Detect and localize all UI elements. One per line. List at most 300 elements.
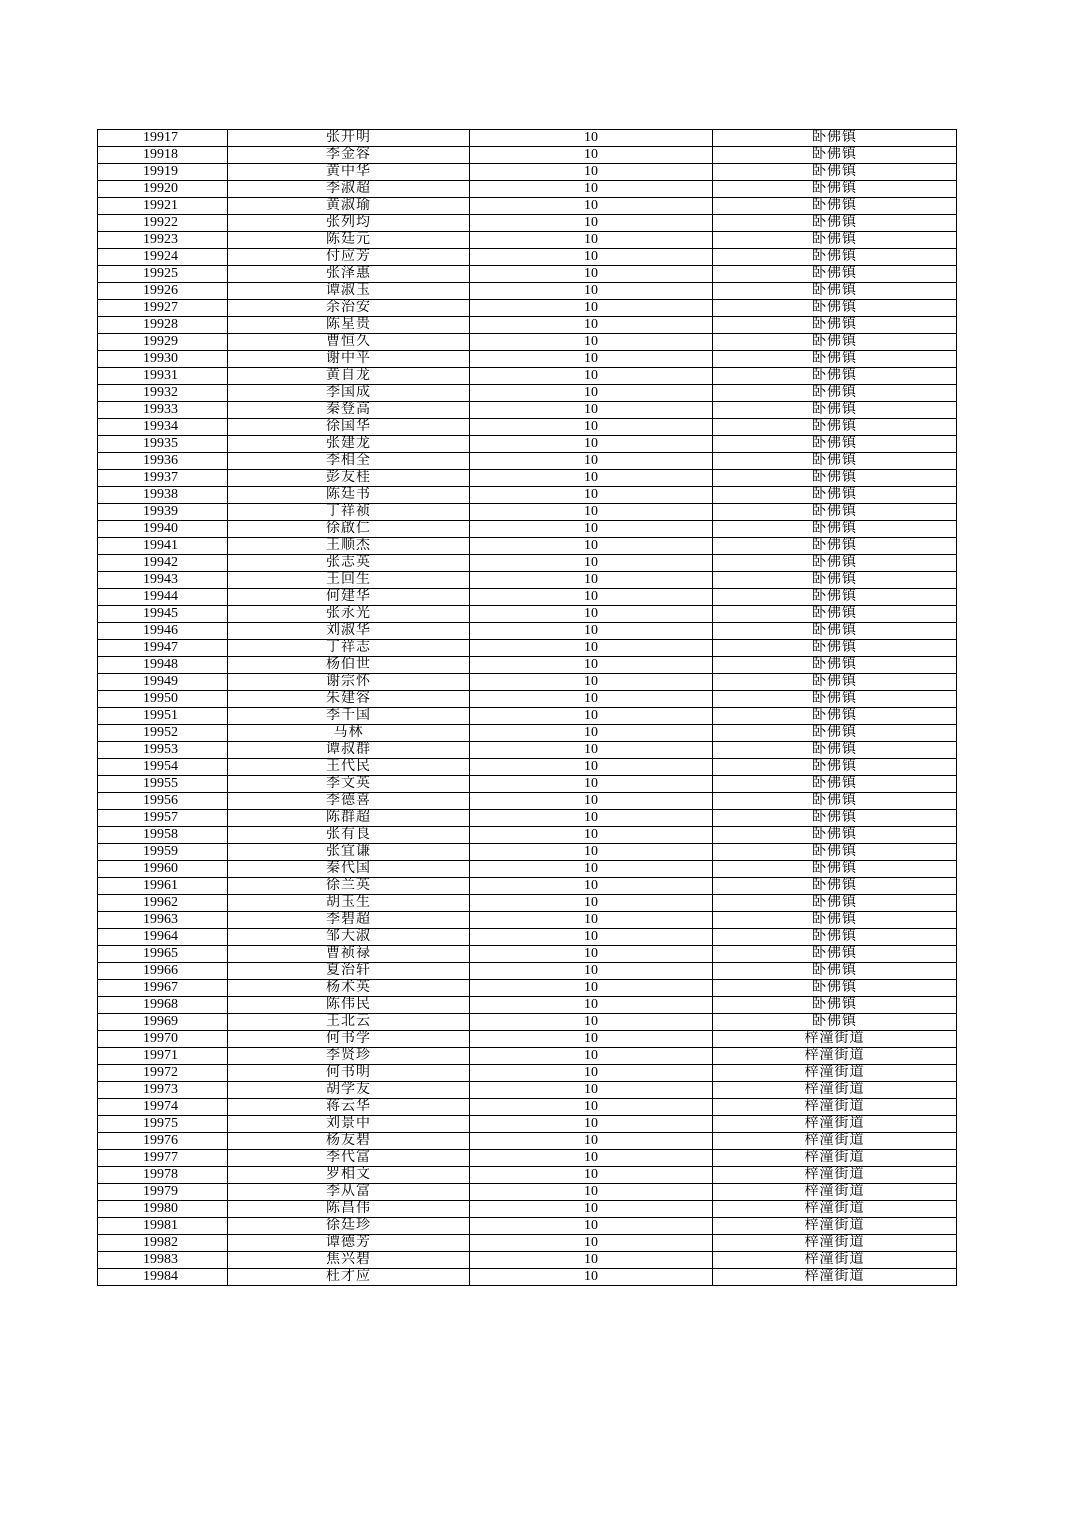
amount-cell: 10 [470,742,713,759]
table-row [98,385,957,402]
name-cell: 王北云 [228,1014,470,1031]
row-number-cell: 19963 [98,912,228,929]
row-number-cell: 19954 [98,759,228,776]
table-row [98,725,957,742]
row-number-cell: 19937 [98,470,228,487]
table-row [98,793,957,810]
table-row [98,453,957,470]
row-number-cell: 19941 [98,538,228,555]
name-cell: 王顺杰 [228,538,470,555]
name-cell: 徐廷珍 [228,1218,470,1235]
name-cell: 邹大淑 [228,929,470,946]
table-body [98,130,957,1286]
row-number-cell: 19945 [98,606,228,623]
name-cell: 谭德芳 [228,1235,470,1252]
town-cell: 卧佛镇 [713,164,957,181]
table-row [98,1167,957,1184]
name-cell: 张列均 [228,215,470,232]
data-table [97,129,957,1286]
amount-cell: 10 [470,436,713,453]
town-cell: 卧佛镇 [713,929,957,946]
row-number-cell: 19927 [98,300,228,317]
amount-cell: 10 [470,1116,713,1133]
name-cell: 陈廷元 [228,232,470,249]
name-cell: 李从富 [228,1184,470,1201]
amount-cell: 10 [470,793,713,810]
amount-cell: 10 [470,249,713,266]
amount-cell: 10 [470,1184,713,1201]
name-cell: 杨术英 [228,980,470,997]
name-cell: 曹祯禄 [228,946,470,963]
row-number-cell: 19951 [98,708,228,725]
amount-cell: 10 [470,725,713,742]
amount-cell: 10 [470,453,713,470]
table-row [98,317,957,334]
town-cell: 梓潼街道 [713,1201,957,1218]
town-cell: 卧佛镇 [713,572,957,589]
amount-cell: 10 [470,266,713,283]
name-cell: 胡玉生 [228,895,470,912]
amount-cell: 10 [470,980,713,997]
table-row [98,963,957,980]
name-cell: 余治安 [228,300,470,317]
name-cell: 陈群超 [228,810,470,827]
row-number-cell: 19923 [98,232,228,249]
row-number-cell: 19928 [98,317,228,334]
name-cell: 杨友碧 [228,1133,470,1150]
amount-cell: 10 [470,1252,713,1269]
row-number-cell: 19980 [98,1201,228,1218]
row-number-cell: 19942 [98,555,228,572]
row-number-cell: 19917 [98,130,228,147]
row-number-cell: 19970 [98,1031,228,1048]
row-number-cell: 19922 [98,215,228,232]
amount-cell: 10 [470,1099,713,1116]
town-cell: 卧佛镇 [713,946,957,963]
amount-cell: 10 [470,1218,713,1235]
amount-cell: 10 [470,912,713,929]
town-cell: 卧佛镇 [713,436,957,453]
town-cell: 卧佛镇 [713,538,957,555]
amount-cell: 10 [470,147,713,164]
row-number-cell: 19933 [98,402,228,419]
amount-cell: 10 [470,1133,713,1150]
table-row [98,742,957,759]
row-number-cell: 19919 [98,164,228,181]
amount-cell: 10 [470,283,713,300]
row-number-cell: 19961 [98,878,228,895]
town-cell: 卧佛镇 [713,130,957,147]
amount-cell: 10 [470,997,713,1014]
town-cell: 卧佛镇 [713,470,957,487]
table-row [98,1235,957,1252]
row-number-cell: 19934 [98,419,228,436]
name-cell: 李淑超 [228,181,470,198]
row-number-cell: 19984 [98,1269,228,1286]
row-number-cell: 19948 [98,657,228,674]
town-cell: 卧佛镇 [713,674,957,691]
amount-cell: 10 [470,419,713,436]
table-row [98,929,957,946]
town-cell: 卧佛镇 [713,623,957,640]
name-cell: 杜才应 [228,1269,470,1286]
amount-cell: 10 [470,572,713,589]
table-row [98,215,957,232]
table-row [98,181,957,198]
amount-cell: 10 [470,334,713,351]
row-number-cell: 19938 [98,487,228,504]
town-cell: 卧佛镇 [713,504,957,521]
name-cell: 夏治轩 [228,963,470,980]
town-cell: 卧佛镇 [713,776,957,793]
amount-cell: 10 [470,521,713,538]
name-cell: 陈伟民 [228,997,470,1014]
town-cell: 卧佛镇 [713,810,957,827]
table-row [98,1048,957,1065]
row-number-cell: 19950 [98,691,228,708]
table-row [98,623,957,640]
row-number-cell: 19974 [98,1099,228,1116]
town-cell: 梓潼街道 [713,1184,957,1201]
town-cell: 卧佛镇 [713,198,957,215]
name-cell: 胡学友 [228,1082,470,1099]
town-cell: 卧佛镇 [713,317,957,334]
row-number-cell: 19971 [98,1048,228,1065]
table-row [98,810,957,827]
town-cell: 梓潼街道 [713,1099,957,1116]
amount-cell: 10 [470,1048,713,1065]
town-cell: 梓潼街道 [713,1065,957,1082]
amount-cell: 10 [470,1065,713,1082]
town-cell: 卧佛镇 [713,249,957,266]
amount-cell: 10 [470,674,713,691]
name-cell: 李碧超 [228,912,470,929]
amount-cell: 10 [470,385,713,402]
row-number-cell: 19973 [98,1082,228,1099]
name-cell: 李金容 [228,147,470,164]
table-row [98,1014,957,1031]
amount-cell: 10 [470,181,713,198]
town-cell: 卧佛镇 [713,334,957,351]
town-cell: 卧佛镇 [713,385,957,402]
table-row [98,266,957,283]
table-row [98,487,957,504]
row-number-cell: 19958 [98,827,228,844]
name-cell: 曹恒久 [228,334,470,351]
amount-cell: 10 [470,470,713,487]
row-number-cell: 19982 [98,1235,228,1252]
name-cell: 朱建容 [228,691,470,708]
row-number-cell: 19947 [98,640,228,657]
town-cell: 卧佛镇 [713,725,957,742]
name-cell: 黄中华 [228,164,470,181]
amount-cell: 10 [470,691,713,708]
row-number-cell: 19975 [98,1116,228,1133]
name-cell: 李代富 [228,1150,470,1167]
row-number-cell: 19935 [98,436,228,453]
table-row [98,589,957,606]
town-cell: 卧佛镇 [713,589,957,606]
name-cell: 彭友桂 [228,470,470,487]
table-row [98,249,957,266]
town-cell: 卧佛镇 [713,147,957,164]
name-cell: 王回生 [228,572,470,589]
row-number-cell: 19978 [98,1167,228,1184]
name-cell: 徐兰英 [228,878,470,895]
town-cell: 梓潼街道 [713,1235,957,1252]
town-cell: 卧佛镇 [713,215,957,232]
table-row [98,1150,957,1167]
town-cell: 梓潼街道 [713,1116,957,1133]
table-row [98,1099,957,1116]
town-cell: 卧佛镇 [713,555,957,572]
row-number-cell: 19962 [98,895,228,912]
table-row [98,232,957,249]
row-number-cell: 19965 [98,946,228,963]
name-cell: 李贤珍 [228,1048,470,1065]
amount-cell: 10 [470,402,713,419]
table-row [98,1218,957,1235]
name-cell: 王代民 [228,759,470,776]
table-row [98,980,957,997]
name-cell: 张建龙 [228,436,470,453]
town-cell: 卧佛镇 [713,827,957,844]
row-number-cell: 19964 [98,929,228,946]
row-number-cell: 19981 [98,1218,228,1235]
name-cell: 李德喜 [228,793,470,810]
row-number-cell: 19976 [98,1133,228,1150]
amount-cell: 10 [470,844,713,861]
town-cell: 卧佛镇 [713,300,957,317]
name-cell: 罗相文 [228,1167,470,1184]
town-cell: 卧佛镇 [713,895,957,912]
name-cell: 黄淑瑜 [228,198,470,215]
row-number-cell: 19979 [98,1184,228,1201]
town-cell: 卧佛镇 [713,742,957,759]
name-cell: 谭叔群 [228,742,470,759]
amount-cell: 10 [470,810,713,827]
town-cell: 卧佛镇 [713,793,957,810]
amount-cell: 10 [470,504,713,521]
table-row [98,691,957,708]
table-row [98,504,957,521]
table-row [98,436,957,453]
amount-cell: 10 [470,1031,713,1048]
amount-cell: 10 [470,861,713,878]
table-row [98,1065,957,1082]
town-cell: 卧佛镇 [713,691,957,708]
row-number-cell: 19969 [98,1014,228,1031]
town-cell: 卧佛镇 [713,759,957,776]
name-cell: 陈廷书 [228,487,470,504]
name-cell: 张志英 [228,555,470,572]
row-number-cell: 19924 [98,249,228,266]
row-number-cell: 19955 [98,776,228,793]
name-cell: 秦登高 [228,402,470,419]
name-cell: 秦代国 [228,861,470,878]
table-row [98,555,957,572]
row-number-cell: 19931 [98,368,228,385]
row-number-cell: 19932 [98,385,228,402]
town-cell: 卧佛镇 [713,878,957,895]
table-row [98,1201,957,1218]
table-row [98,419,957,436]
amount-cell: 10 [470,232,713,249]
row-number-cell: 19936 [98,453,228,470]
amount-cell: 10 [470,487,713,504]
town-cell: 梓潼街道 [713,1031,957,1048]
town-cell: 卧佛镇 [713,181,957,198]
name-cell: 何建华 [228,589,470,606]
table-row [98,946,957,963]
table-row [98,1031,957,1048]
table-row [98,572,957,589]
table-row [98,657,957,674]
table-row [98,283,957,300]
row-number-cell: 19944 [98,589,228,606]
town-cell: 卧佛镇 [713,402,957,419]
town-cell: 梓潼街道 [713,1048,957,1065]
name-cell: 张永光 [228,606,470,623]
town-cell: 梓潼街道 [713,1167,957,1184]
town-cell: 卧佛镇 [713,266,957,283]
name-cell: 焦兴碧 [228,1252,470,1269]
row-number-cell: 19926 [98,283,228,300]
town-cell: 卧佛镇 [713,963,957,980]
amount-cell: 10 [470,1167,713,1184]
name-cell: 徐国华 [228,419,470,436]
amount-cell: 10 [470,776,713,793]
town-cell: 卧佛镇 [713,1014,957,1031]
town-cell: 卧佛镇 [713,521,957,538]
town-cell: 卧佛镇 [713,657,957,674]
table-row [98,198,957,215]
table-row [98,130,957,147]
town-cell: 卧佛镇 [713,283,957,300]
table-row [98,1252,957,1269]
name-cell: 何书学 [228,1031,470,1048]
row-number-cell: 19940 [98,521,228,538]
town-cell: 卧佛镇 [713,980,957,997]
table-row [98,368,957,385]
town-cell: 卧佛镇 [713,419,957,436]
name-cell: 陈昌伟 [228,1201,470,1218]
town-cell: 梓潼街道 [713,1133,957,1150]
name-cell: 谢中平 [228,351,470,368]
name-cell: 陈星贵 [228,317,470,334]
name-cell: 马林 [228,725,470,742]
town-cell: 卧佛镇 [713,453,957,470]
name-cell: 李相全 [228,453,470,470]
amount-cell: 10 [470,538,713,555]
table-row [98,334,957,351]
amount-cell: 10 [470,878,713,895]
table-row [98,300,957,317]
town-cell: 卧佛镇 [713,368,957,385]
town-cell: 梓潼街道 [713,1150,957,1167]
amount-cell: 10 [470,215,713,232]
amount-cell: 10 [470,963,713,980]
town-cell: 卧佛镇 [713,232,957,249]
amount-cell: 10 [470,759,713,776]
amount-cell: 10 [470,623,713,640]
row-number-cell: 19966 [98,963,228,980]
town-cell: 卧佛镇 [713,844,957,861]
row-number-cell: 19968 [98,997,228,1014]
amount-cell: 10 [470,657,713,674]
amount-cell: 10 [470,368,713,385]
amount-cell: 10 [470,606,713,623]
amount-cell: 10 [470,1201,713,1218]
town-cell: 卧佛镇 [713,351,957,368]
amount-cell: 10 [470,1235,713,1252]
table-row [98,640,957,657]
row-number-cell: 19959 [98,844,228,861]
row-number-cell: 19943 [98,572,228,589]
table-row [98,1082,957,1099]
name-cell: 谭淑玉 [228,283,470,300]
amount-cell: 10 [470,555,713,572]
name-cell: 丁祥祯 [228,504,470,521]
amount-cell: 10 [470,1014,713,1031]
amount-cell: 10 [470,130,713,147]
table-row [98,878,957,895]
town-cell: 卧佛镇 [713,912,957,929]
town-cell: 卧佛镇 [713,487,957,504]
row-number-cell: 19929 [98,334,228,351]
town-cell: 卧佛镇 [713,861,957,878]
amount-cell: 10 [470,351,713,368]
row-number-cell: 19939 [98,504,228,521]
row-number-cell: 19930 [98,351,228,368]
amount-cell: 10 [470,640,713,657]
name-cell: 付应芳 [228,249,470,266]
table-row [98,351,957,368]
table-row [98,674,957,691]
row-number-cell: 19967 [98,980,228,997]
name-cell: 丁祥志 [228,640,470,657]
amount-cell: 10 [470,317,713,334]
amount-cell: 10 [470,1269,713,1286]
amount-cell: 10 [470,164,713,181]
row-number-cell: 19949 [98,674,228,691]
name-cell: 何书明 [228,1065,470,1082]
table-row [98,521,957,538]
table-row [98,1133,957,1150]
row-number-cell: 19925 [98,266,228,283]
town-cell: 卧佛镇 [713,997,957,1014]
table-row [98,164,957,181]
town-cell: 梓潼街道 [713,1252,957,1269]
table-row [98,538,957,555]
row-number-cell: 19921 [98,198,228,215]
table-row [98,997,957,1014]
amount-cell: 10 [470,827,713,844]
amount-cell: 10 [470,708,713,725]
row-number-cell: 19977 [98,1150,228,1167]
amount-cell: 10 [470,946,713,963]
row-number-cell: 19972 [98,1065,228,1082]
table-row [98,402,957,419]
row-number-cell: 19960 [98,861,228,878]
table-row [98,861,957,878]
town-cell: 卧佛镇 [713,640,957,657]
name-cell: 张开明 [228,130,470,147]
name-cell: 徐啟仁 [228,521,470,538]
table-row [98,895,957,912]
amount-cell: 10 [470,300,713,317]
row-number-cell: 19983 [98,1252,228,1269]
